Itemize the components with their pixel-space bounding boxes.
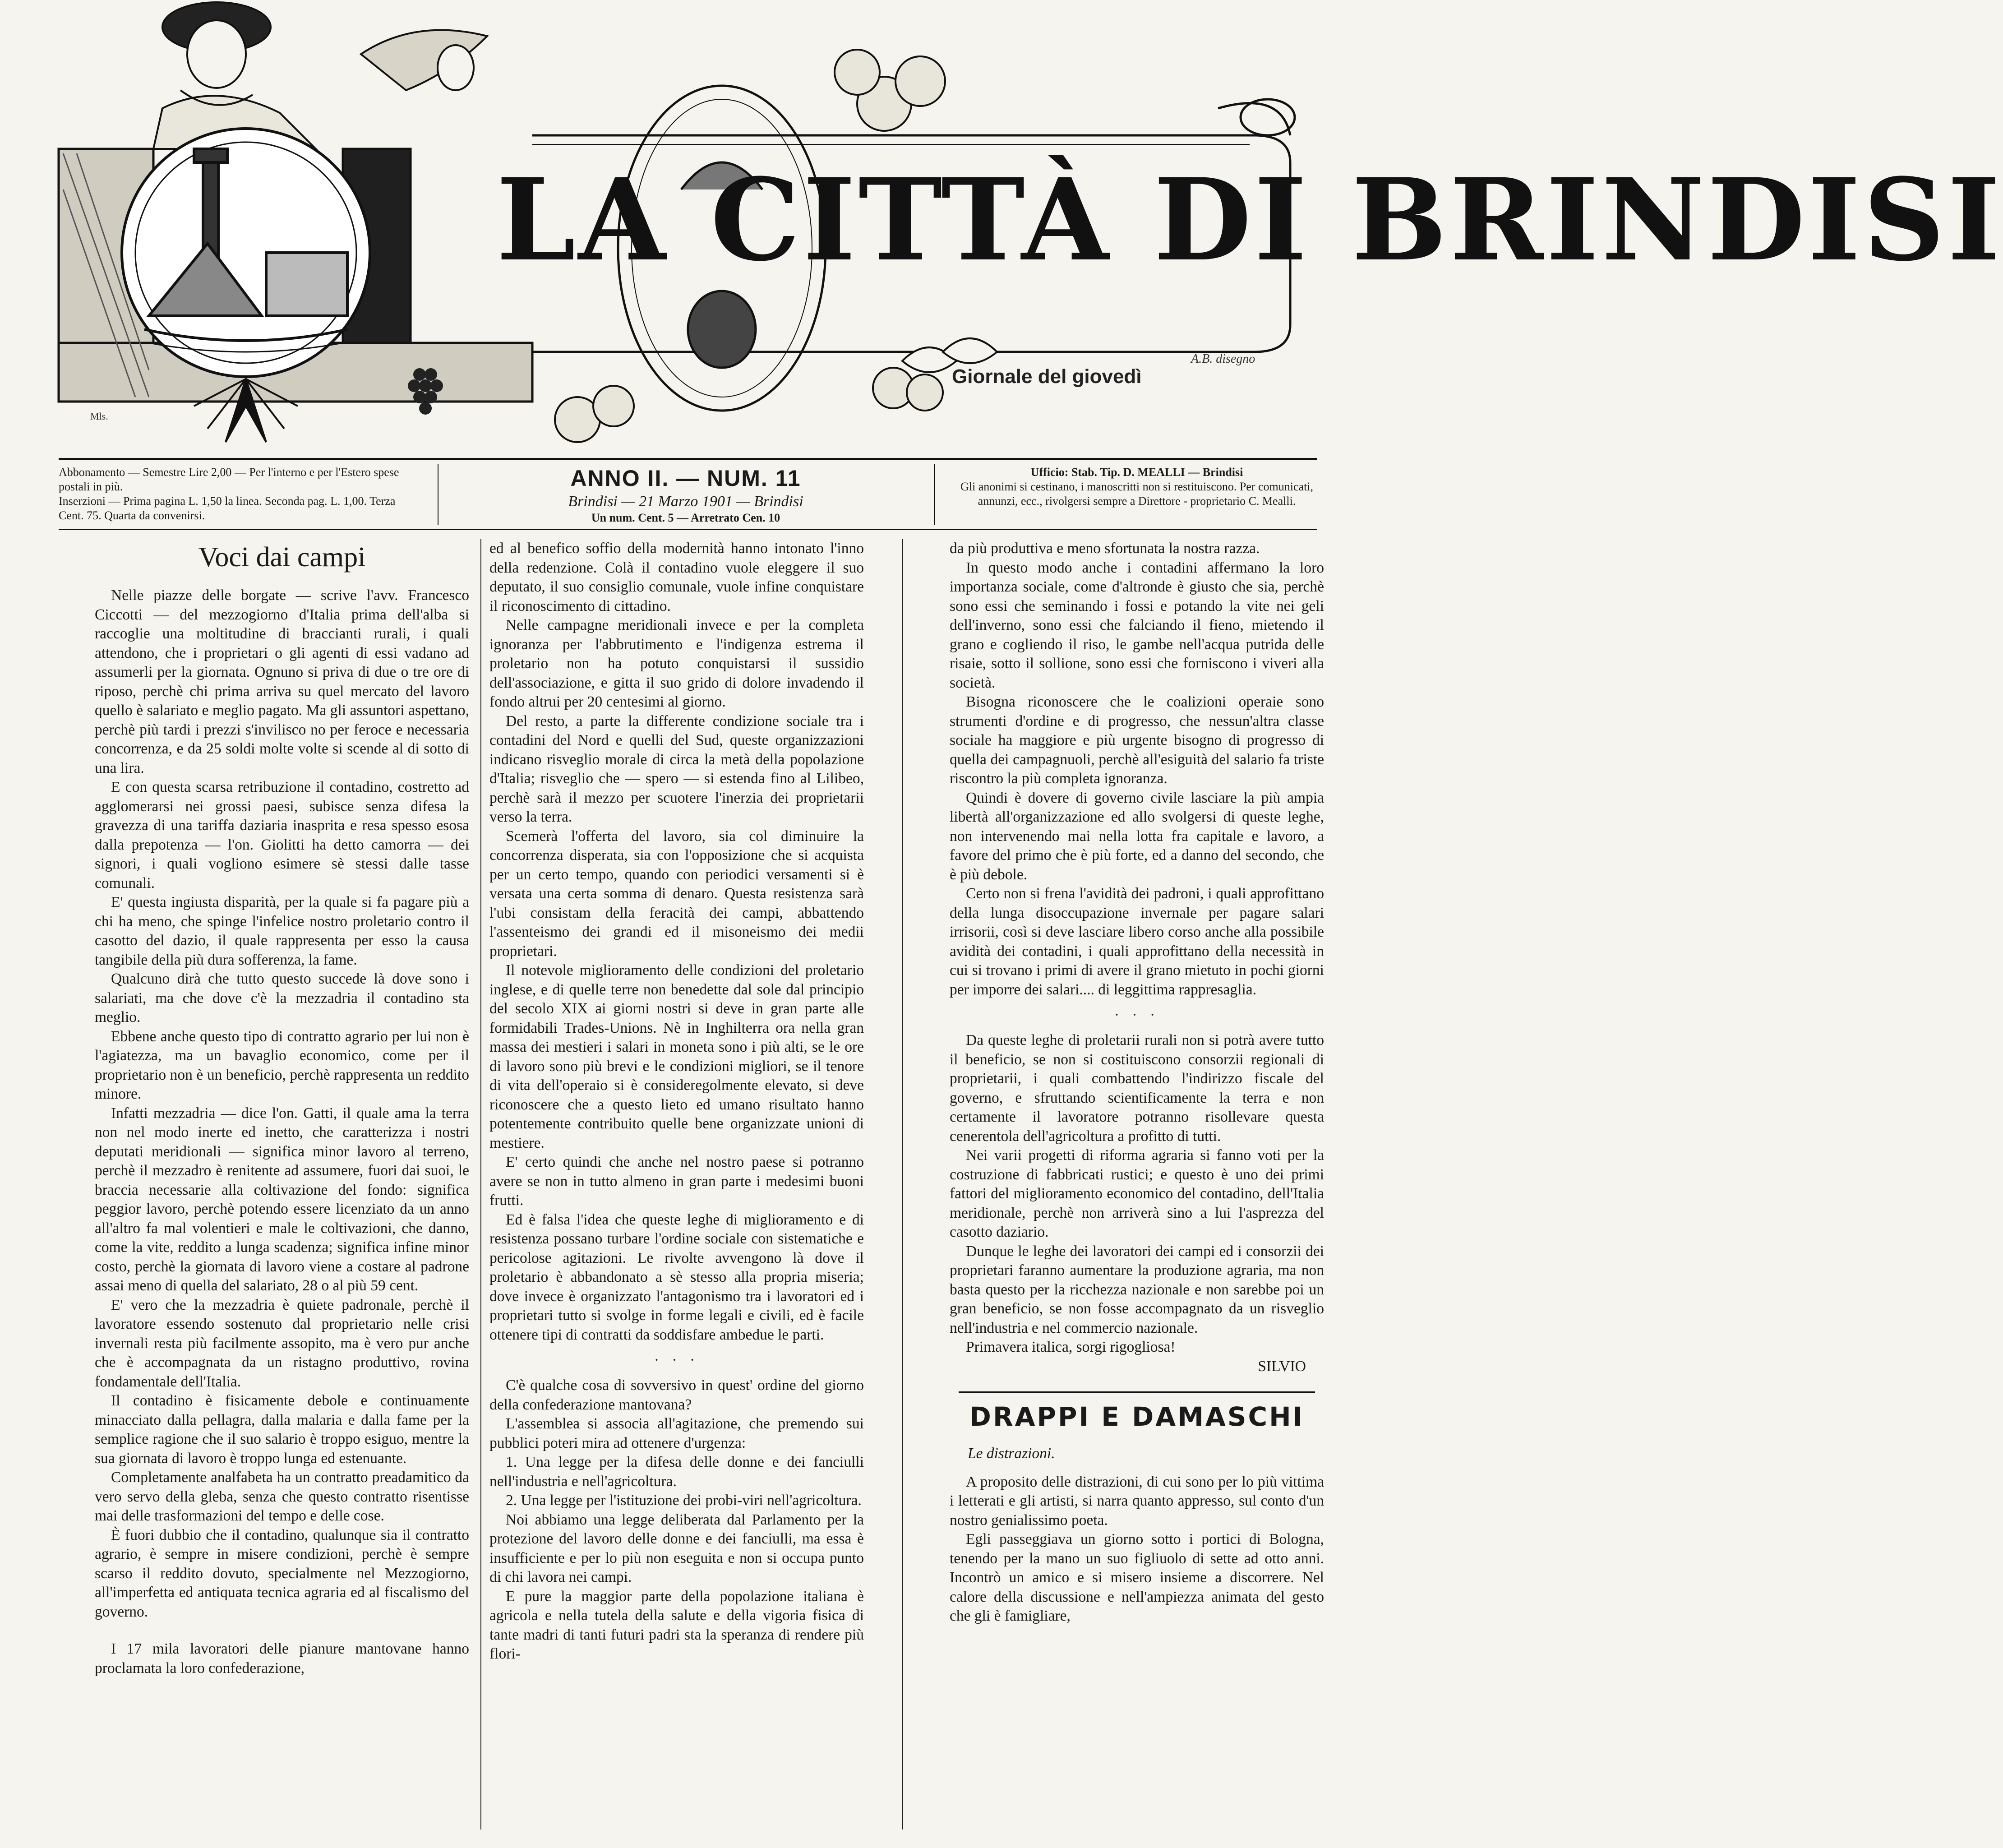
divider (934, 464, 935, 525)
paragraph: Infatti mezzadria — dice l'on. Gatti, il quale ama la terra non nel modo inerte ed inetto, che caratterizza i nostri deputati meridionali — significa minor lavoro al terreno, perchè il mezzadro è renitente ad assumere, fuori dai suoi, le braccia necessarie alla coltivazione del fondo: significa peggior lavoro, perchè potendo essere licenziato da un anno all'altro fa mal volentieri e male le coltivazioni, che danno, come la vite, reddito a lunga scadenza; significa infine minor costo, perchè la giornata di lavoro viene a costare al padrone assai meno di quella del salariato, 28 o al più 59 cent. (95, 1104, 469, 1294)
article-title: Voci dai campi (198, 542, 366, 573)
column-1 (95, 539, 469, 1839)
paragraph: E con questa scarsa retribuzione il contadino, costretto ad agglomerarsi nei grossi paesi, subisce senza difesa la gravezza di una tariffa daziaria inasprita e resa spesso esosa dalla prepotenza — l'on. Giolitti ha detto camorra — dei signori, i quali vogliono esimere sè stessi dalle tasse comunali. (95, 779, 469, 892)
issue-date: Brindisi — 21 Marzo 1901 — Brindisi (568, 493, 803, 510)
paragraph: Egli passeggiava un giorno sotto i portici di Bologna, tenendo per la mano un suo figliuolo di sette ad otto anni. Incontrò un amico e si misero insieme a discorrere. Nel calore della discussione e nell'ampiezza animata del gesto che gli è famigliare, (950, 1531, 1324, 1624)
section-break: · · · (654, 1352, 700, 1368)
paragraph: ed al benefico soffio della modernità hanno intonato l'inno della redenzione. Colà il contadino vuole eleggere il suo deputato, il suo consiglio comunale, vuole infine conquistare il riconoscimento di cittadino. (489, 540, 864, 614)
winged-figure-illustration (361, 30, 487, 90)
artist-signature: A.B. disegno (1191, 352, 1255, 366)
newspaper-subtitle: Giornale del giovedì (952, 365, 1142, 388)
paragraph: Quindi è dovere di governo civile lasciare la più ampia libertà all'organizzazione ed allo svolgersi di queste leghe, non intervenendo mai nella lotta fra capitale e lavoro, a favore del primo che è più forte, ed a danno del secondo, che è più debole. (950, 789, 1324, 883)
paragraph: Noi abbiamo una legge deliberata dal Parlamento per la protezione del lavoro delle donne e dei fanciulli, ma essa è insufficiente e per lo più non eseguita e non si occupa punto di chi lavora nei campi. (489, 1511, 864, 1585)
paragraph: Completamente analfabeta ha un contratto preadamitico da vero servo della gleba, senza che questo contratto risentisse mai delle trasformazioni del tempo e delle cose. (95, 1469, 469, 1524)
insertion-rates-text: Inserzioni — Prima pagina L. 1,50 la linea. Seconda pag. L. 1,00. Terza Cent. 75. Quarta da convenirsi. (59, 494, 396, 522)
illustrator-mark: Mls. (90, 411, 108, 422)
issue-number: ANNO II. — NUM. 11 (570, 466, 801, 491)
article-signature: SILVIO (1258, 1358, 1306, 1375)
paragraph: Bisogna riconoscere che le coalizioni operaie sono strumenti d'ordine e di progresso, che nessun'altra classe sociale ha maggiore e più urgente bisogno di progresso di quella dei campagnuoli, perchè all'esiguità del salario fa triste riscontro la più completa ignoranza. (950, 693, 1324, 787)
woman-figure-illustration (153, 2, 316, 149)
paragraph: Ed è falsa l'idea che queste leghe di miglioramento e di resistenza possano turbare l'ordine sociale con sistematiche e pericolose agitazioni. Le rivolte avvengono là dove il proletario è abbandonato a sè stesso alla propria miseria; dove invece è organizzato l'antagonismo tra i lavoratori ed i proprietari tutto si svolge in forme legali e civili, ed è facile ottenere tipi di contratti da soddisfare ambedue le parti. (489, 1211, 864, 1343)
column-3 (950, 539, 1324, 1839)
paragraph: È fuori dubbio che il contadino, qualunque sia il contratto agrario, è sempre in misere condizioni, perchè è sempre scarso il reddito dovuto, specialmente nel Mezzogiorno, all'imperfetta ed antiquata tecnica agraria ed al fiscalismo del governo. (95, 1526, 469, 1620)
paragraph: Il notevole miglioramento delle condizioni del proletario inglese, e di quelle terre non benedette dal sole dal principio del secolo XIX ai giorni nostri si deve in gran parte alle formidabili Trades-Unions. Nè in Inghilterra ora nella gran massa dei mestieri i salari in moneta sono i più alti, se le ore di lavoro sono più brevi e le condizioni migliori, se il tenore di vita dell'operaio si è consideregolmente elevato, si deve riconoscere che a questo lieto ed umano risultato hanno potentemente contribuito quelle bene organizzate unioni di mestiere. (489, 962, 864, 1151)
paragraph: Ebbene anche questo tipo di contratto agrario per lui non è l'agiatezza, ma un bavaglio economico, come per il proprietario non è un beneficio, perchè rappresenta un reddito minore. (95, 1028, 469, 1102)
paragraph: Nelle campagne meridionali invece e per la completa ignoranza per l'abbrutimento e l'indigenza estrema il proletario non ha potuto conquistarsi il sussidio dell'associazione, e gitta il suo grido di dolore invadendo il fondo altrui per 20 centesimi al giorno. (489, 617, 864, 710)
paragraph: I 17 mila lavoratori delle pianure mantovane hanno proclamata la loro confederazione, (95, 1640, 469, 1677)
paragraph: C'è qualche cosa di sovversivo in quest' ordine del giorno della confederazione mantovana? (489, 1377, 864, 1413)
newspaper-title: LA CITTÀ DI BRINDISI (496, 153, 2003, 286)
column-divider (902, 539, 903, 1830)
masthead (0, 0, 2003, 447)
paragraph: Scemerà l'offerta del lavoro, sia col diminuire la concorrenza disperata, sia con l'opposizione che si acquista per un certo tempo, quando con periodici versamenti si è versata una certa somma di denaro. Questa resistenza sarà l'ubi consistam della feracità dei campi, abbattendo l'assenteismo dei grandi ed il misoneismo dei medii proprietari. (489, 827, 864, 960)
paragraph: Qualcuno dirà che tutto questo succede là dove sono i salariati, ma che dove c'è la mezzadria il contadino sta meglio. (95, 970, 469, 1026)
rule-top (59, 458, 1317, 460)
subscription-info (59, 465, 420, 524)
paragraph: Dunque le leghe dei lavoratori dei campi ed i consorzii dei proprietari faranno aumentare la produzione agraria, ma non basta questo per la ricchezza nazionale e non sarebbe poi un gran beneficio, se non fosse accompagnato da un risveglio nell'industria e nel commercio nazionale. (950, 1243, 1324, 1336)
section-rule (959, 1391, 1315, 1393)
paragraph: Del resto, a parte la differente condizione sociale tra i contadini del Nord e quelli del Sud, queste organizzazioni indicano risveglio morale di circa la metà della popolazione d'Italia; risveglio che — spero — si estenda fino al Lilibeo, perchè sarà il mezzo per scuotere l'inerzia dei proprietarii verso la terra. (489, 712, 864, 825)
feature-title: DRAPPI E DAMASCHI (969, 1401, 1305, 1432)
brindisi-vignette (122, 129, 370, 377)
paragraph: E pure la maggior parte della popolazione italiana è agricola e nella tutela della salute e della vigoria fisica di tante madri di tanti futuri padri sta la speranza di rendere più flori- (489, 1588, 864, 1662)
feature-subhead: Le distrazioni. (968, 1445, 1055, 1462)
issue-info (460, 465, 911, 524)
paragraph: Il contadino è fisicamente debole e continuamente minacciato dalla pellagra, dalla malaria e dalla fame per la semplice ragione che il suo salario è troppo esiguo, mentre la sua giornata di lavoro è troppo lunga ed estenuante. (95, 1392, 469, 1467)
paragraph: 2. Una legge per l'istituzione dei probi-viri nell'agricoltura. (506, 1492, 862, 1509)
section-break: · · · (1114, 1007, 1160, 1023)
paragraph: Certo non si frena l'avidità dei padroni, i quali approfittano della lunga disoccupazione invernale per pagare salari irrisorii, così si deve lasciare libero corso anche alla possibile avidità dei contadini, i quali approfittano della necessità in cui si trovano i primi di avere il grano mietuto in pochi giorni per imporre dei salari.... di leggittima rappresaglia. (950, 885, 1324, 998)
paragraph: A proposito delle distrazioni, di cui sono per lo più vittima i letterati e gli artisti, si narra quanto appresso, sul conto d'un nostro genialissimo poeta. (950, 1473, 1324, 1529)
paragraph: In questo modo anche i contadini affermano la loro importanza sociale, come d'altronde è giusto che sia, perchè sono essi che seminando i fossi e potando la vite nei geli dell'inverno, sono essi che falciando il fieno, mietendo il grano e cogliendo il riso, le gambe nell'acqua putrida delle risaie, sotto il sollione, sono essi che forniscono i viveri alla società. (950, 559, 1324, 691)
issue-price: Un num. Cent. 5 — Arretrato Cen. 10 (591, 511, 780, 524)
paragraph: E' certo quindi che anche nel nostro paese si potranno avere se non in tutto almeno in gran parte i medesimi buoni frutti. (489, 1154, 864, 1209)
paragraph: Da queste leghe di proletarii rurali non si potrà avere tutto il beneficio, se non si costituiscono consorzii regionali di proprietarii, i quali combattendo l'indirizzo fiscale del governo, e sfruttando scientificamente la terra e non certamente il lavoratore potranno risollevare questa cenerentola dell'agricoltura a profitto di tutti. (950, 1032, 1324, 1145)
column-divider (480, 539, 481, 1830)
office-address: Ufficio: Stab. Tip. D. MEALLI — Brindisi (1030, 466, 1243, 479)
paragraph: Primavera italica, sorgi rigogliosa! (966, 1339, 1176, 1355)
paragraph: E' questa ingiusta disparità, per la quale si fa pagare più a chi ha meno, che spinge l'infelice nostro proletario contro il casotto del dazio, il quale rappresenta per esso la causa tangibile della più dura sofferenza, la fame. (95, 894, 469, 968)
editorial-notice: Gli anonimi si cestinano, i manoscritti non si restituiscono. Per comunicati, annunzi, ecc., rivolgersi sempre a Direttore - proprietario C. Mealli. (960, 480, 1314, 508)
paragraph: 1. Una legge per la difesa delle donne e dei fanciulli nell'industria e nell'agricoltura. (489, 1454, 864, 1490)
issue-info-bar (59, 458, 1317, 530)
paragraph: Nelle piazze delle borgate — scrive l'avv. Francesco Ciccotti — del mezzogiorno d'Italia prima dell'alba si raccoglie una moltitudine di braccianti rurali, i quali attendono, che i proprietari o gli agenti di essi vadano ad assumerli per la giornata. Ognuno si priva di due o tre ore di riposo, perchè chi prima arriva su quel mercato del lavoro quello è salariato e meglio pagato. Ma gli assuntori aspettano, perchè più tardi i prezzi s'invilisco no per feroce e necessaria concorrenza, e da 25 soldi molte volte si scende al di sotto di una lira. (95, 587, 469, 776)
paragraph: E' vero che la mezzadria è quiete padronale, perchè il lavoratore essendo sostenuto dal proprietario nelle crisi invernali resta più facilmente assopito, ma è vero pur anche che è accompagnata da un ristagno produttivo, rovina fondamentale dell'Italia. (95, 1296, 469, 1390)
office-info (956, 465, 1317, 524)
paragraph: da più produttiva e meno sfortunata la nostra razza. (950, 540, 1260, 557)
paragraph: Nei varii progetti di riforma agraria si fanno voti per la costruzione di fabbricati rustici; e questo è uno dei primi fattori del miglioramento economico del contadino, dell'Italia meridionale, perchè non arriverà sino a lui l'asprezza del casotto daziario. (950, 1147, 1324, 1240)
paragraph: L'assemblea si associa all'agitazione, che premendo sui pubblici poteri mira ad ottenere d'urgenza: (489, 1415, 864, 1451)
rule-bottom (59, 529, 1317, 530)
column-2 (489, 539, 864, 1839)
subscription-text: Abbonamento — Semestre Lire 2,00 — Per l'interno e per l'Estero spese postali in più. (59, 466, 399, 493)
